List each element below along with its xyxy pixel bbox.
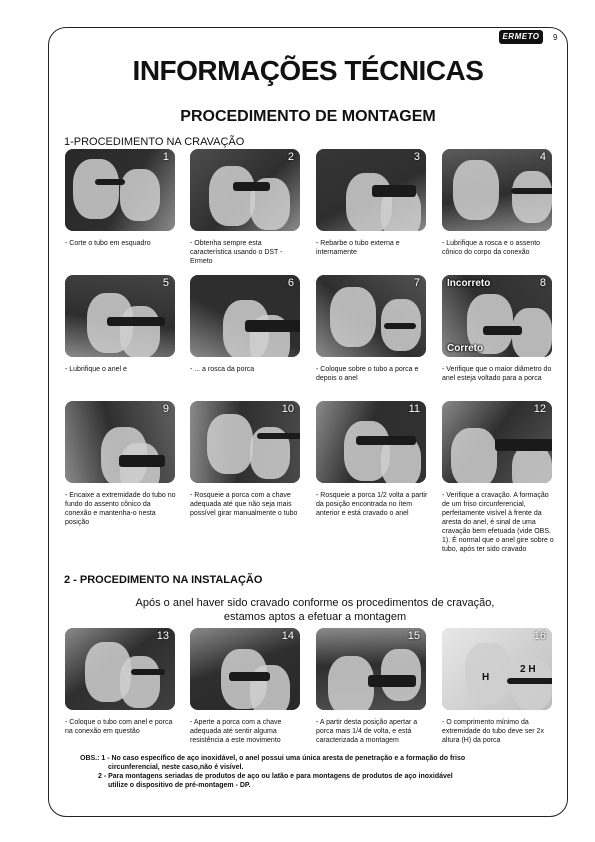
step-caption-8: - Verifique que o maior diâmetro do anel esteja voltado para a porca	[442, 366, 552, 382]
step-caption-10: - Rosqueie a porca com a chave adequada até que não seja mais possível girar manualmente o tubo	[190, 492, 298, 517]
step-number: 4	[539, 151, 546, 163]
step-number: 3	[413, 151, 420, 163]
brand-logo: ERMETO	[499, 30, 543, 44]
step-photo-4	[442, 149, 552, 231]
obs-1-line-1: OBS.: 1 - No caso específico de aço inoxidável, o anel possui uma única aresta de penetração e a formação do friso	[80, 755, 466, 762]
step-caption-12: - Verifique a cravação. A formação de um friso circunferencial, perfeitamente visível à frente da aresta do anel, é sinal de uma cravação bem efetuada (vide OBS. 1). É normal que o anel gire sobre o tubo, após ter sido cravado	[442, 492, 554, 553]
section-heading-crimping: 1-PROCEDIMENTO NA CRAVAÇÃO	[64, 136, 245, 148]
section-heading-installation: 2 - PROCEDIMENTO NA INSTALAÇÃO	[64, 574, 263, 586]
step-number: 16	[533, 630, 546, 642]
step-photo-12	[442, 401, 552, 483]
step-caption-9: - Encaixe a extremidade do tubo no fundo do assento cônico da conexão e mantenha-o nesta posição	[65, 492, 176, 526]
step-caption-14: - Aperte a porca com a chave adequada até sentir alguma resistência a este movimento	[190, 719, 282, 744]
2h-dimension-label: 2 H	[520, 664, 536, 675]
step-caption-1: - Corte o tubo em esquadro	[65, 240, 151, 247]
step-number: 1	[162, 151, 169, 163]
step-photo-3	[316, 149, 426, 231]
step-caption-7: - Coloque sobre o tubo a porca e depois o anel	[316, 366, 419, 382]
step-caption-6: - ... a rosca da porca	[190, 366, 255, 373]
step-number: 8	[539, 277, 546, 289]
step-number: 13	[156, 630, 169, 642]
step-photo-1	[65, 149, 175, 231]
page-number: 9	[553, 33, 558, 42]
observations	[80, 754, 550, 790]
intro-line-2: estamos aptos a efetuar a montagem	[223, 611, 407, 623]
step-number: 11	[408, 403, 420, 415]
step-caption-5: - Lubrifique o anel e	[65, 366, 127, 373]
step-photo-8	[442, 275, 552, 357]
step-caption-2: - Obtenha sempre esta característica usando o DST - Ermeto	[190, 240, 283, 265]
step-photo-11	[316, 401, 426, 483]
step-number: 12	[533, 403, 546, 415]
obs-1-line-2: circunferencial, neste caso,não é visível.	[108, 764, 244, 771]
step-caption-11: - Rosqueie a porca 1/2 volta a partir da posição encontrada no ítem anterior e está cravado o anel	[316, 492, 428, 517]
obs-2-line-2: utilize o dispositivo de pré-montagem - DP.	[108, 782, 251, 789]
step-caption-15: - A partir desta posição apertar a porca mais 1/4 de volta, e está caracterizada a montagem	[316, 719, 418, 744]
correct-label: Correto	[447, 343, 484, 354]
step-number: 6	[287, 277, 294, 289]
step-number: 14	[281, 630, 294, 642]
page-subtitle: PROCEDIMENTO DE MONTAGEM	[180, 108, 436, 125]
step-photo-2	[190, 149, 300, 231]
step-photo-16	[442, 628, 552, 710]
installation-intro	[110, 596, 520, 624]
step-photo-10	[190, 401, 300, 483]
step-number: 10	[281, 403, 294, 415]
step-photo-9	[65, 401, 175, 483]
intro-line-1: Após o anel haver sido cravado conforme os procedimentos de cravação,	[135, 597, 495, 609]
page-title: INFORMAÇÕES TÉCNICAS	[132, 55, 484, 86]
incorrect-label: Incorreto	[447, 278, 491, 289]
step-photo-7	[316, 275, 426, 357]
step-caption-3: - Rebarbe o tubo externa e internamente	[316, 240, 400, 256]
step-caption-4: - Lubrifique a rosca e o assento cônico do corpo da conexão	[442, 240, 541, 256]
step-number: 7	[413, 277, 420, 289]
step-photo-13	[65, 628, 175, 710]
step-number: 9	[162, 403, 169, 415]
h-dimension-label: H	[482, 672, 490, 683]
step-photo-6	[190, 275, 300, 357]
step-number: 5	[162, 277, 169, 289]
obs-2-line-1: 2 - Para montagens seriadas de produtos de aço ou latão e para montagens de produtos de aço inoxidável	[98, 773, 453, 780]
step-photo-14	[190, 628, 300, 710]
step-photo-5	[65, 275, 175, 357]
step-photo-15	[316, 628, 426, 710]
step-caption-13: - Coloque o tubo com anel e porca na conexão em questão	[65, 719, 173, 735]
step-number: 2	[287, 151, 294, 163]
step-number: 15	[407, 630, 420, 642]
step-caption-16: - O comprimento mínimo da extremidade do tubo deve ser 2x altura (H) da porca	[442, 719, 544, 744]
